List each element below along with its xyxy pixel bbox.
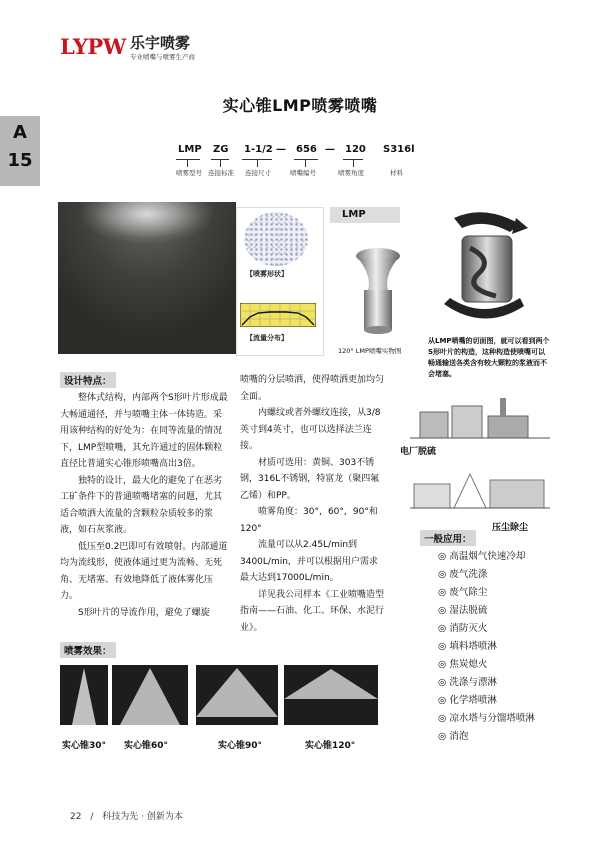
feature-paragraph: 整体式结构，内部两个S形叶片形成最大畅通通径，并与喷嘴主体一体铸造。采用该种结构的好处为：在同等流量的情况下，LMP型喷嘴，其允许通过的固体颗粒直径比普通实心锥形喷嘴高出3倍。	[60, 393, 228, 469]
code-part-standard: ZG	[213, 144, 229, 155]
bullet-icon: ◎	[438, 695, 447, 706]
nozzle-photo-caption: 120° LMP喷嘴实物图	[338, 347, 402, 355]
code-part-size: 1-1/2	[244, 144, 273, 155]
code-label-size: 连接尺寸	[245, 169, 271, 177]
power-plant-label: 电厂脱硫	[400, 447, 437, 457]
feature-paragraph: 喷雾角度：30°，60°，90°和120°	[240, 507, 378, 534]
code-tick	[257, 159, 258, 167]
logo-mark: LYPW	[60, 34, 126, 59]
spray-60-caption: 实心锥60°	[124, 741, 169, 751]
spray-photo	[58, 202, 236, 354]
bullet-icon: ◎	[438, 551, 447, 562]
code-part-angle: 120	[345, 144, 366, 155]
spray-120-caption: 实心锥120°	[305, 741, 356, 751]
bullet-icon: ◎	[438, 713, 447, 724]
code-tick	[220, 159, 221, 167]
code-tick	[187, 159, 188, 167]
footer-slogan: 科技为先 · 创新为本	[102, 812, 183, 822]
spray-90-caption: 实心锥90°	[218, 741, 263, 751]
cutaway-caption: 从LMP喷嘴的切面图，就可以看到两个S形叶片的构造，这种构造使喷嘴可以畅通输送各类含有较大颗粒的浆液而不会堵塞。	[428, 337, 550, 378]
spray-120-image	[284, 665, 378, 725]
code-underline	[176, 159, 200, 160]
feature-paragraph: 喷嘴的分层喷洒，使得喷洒更加均匀全面。	[240, 375, 385, 402]
section-tab-number: 15	[7, 150, 33, 171]
application-item: ◎ 焦炭熄火	[438, 659, 488, 670]
logo-tagline: 专业喷嘴与喷雾生产商	[130, 53, 195, 61]
application-item: ◎ 洗涤与漂淋	[438, 677, 497, 688]
code-tick	[305, 159, 306, 167]
application-item: ◎ 凉水塔与分馏塔喷淋	[438, 713, 535, 724]
application-item: ◎ 废气洗涤	[438, 569, 488, 580]
application-item: ◎ 消泡	[438, 731, 469, 742]
feature-paragraph: 材质可选用：黄铜、303不锈钢，316L不锈钢，特富龙（聚四氟乙烯）和PP。	[240, 457, 380, 501]
bullet-icon: ◎	[438, 677, 447, 688]
bullet-icon: ◎	[438, 641, 447, 652]
application-item: ◎ 废气除尘	[438, 587, 488, 598]
feature-paragraph: 独特的设计，最大化的避免了在恶劣工矿条件下的普通喷嘴堵塞的问题，尤其适合喷洒大流量的含颗粒杂质较多的浆液，如石灰浆液。	[60, 475, 223, 535]
code-dash-2: —	[325, 144, 335, 155]
bullet-icon: ◎	[438, 623, 447, 634]
feature-paragraph: 流量可以从2.45L/min到3400L/min，并可以根据用户需求最大达到17000L/min。	[240, 540, 378, 583]
dust-removal-image	[410, 466, 550, 512]
application-item: ◎ 填料塔喷淋	[438, 641, 497, 652]
code-label-angle: 喷雾角度	[338, 169, 364, 177]
applications-list	[438, 548, 588, 746]
code-part-number: 656	[296, 144, 317, 155]
dust-removal-label: 压尘除尘	[492, 523, 529, 533]
bullet-icon: ◎	[438, 731, 447, 742]
distribution-graph	[240, 303, 316, 327]
page-title: 实心锥LMP喷雾喷嘴	[222, 96, 378, 115]
power-plant-image	[410, 398, 550, 446]
section-tab-letter: A	[13, 122, 27, 143]
features-column-1	[60, 390, 228, 621]
bullet-icon: ◎	[438, 587, 447, 598]
code-label-model: 喷雾型号	[176, 169, 202, 177]
footer-slash: /	[90, 812, 94, 822]
bullet-icon: ◎	[438, 605, 447, 616]
code-label-number: 喷嘴编号	[290, 169, 316, 177]
spray-effect-heading: 喷雾效果：	[60, 642, 116, 658]
bullet-icon: ◎	[438, 569, 447, 580]
page-number: 22	[70, 812, 82, 822]
spray-60-image	[112, 665, 188, 725]
bullet-icon: ◎	[438, 659, 447, 670]
application-item: ◎ 湿法脱硫	[438, 605, 488, 616]
applications-heading: 一般应用：	[420, 530, 476, 546]
spray-pattern-image	[244, 212, 308, 266]
spray-30-caption: 实心锥30°	[62, 741, 107, 751]
lmp-header: LMP	[330, 207, 400, 223]
code-underline	[294, 159, 318, 160]
features-heading: 设计特点：	[60, 372, 116, 388]
nozzle-photo	[352, 246, 404, 336]
spray-30-image	[60, 665, 108, 725]
code-dash-1: —	[276, 144, 286, 155]
footer	[70, 809, 183, 822]
code-part-material: S316l	[383, 144, 415, 155]
features-column-2	[240, 372, 386, 636]
application-item: ◎ 高温烟气快速冷却	[438, 551, 526, 562]
code-label-standard: 连接标准	[208, 169, 234, 177]
application-item: ◎ 化学塔喷淋	[438, 695, 497, 706]
code-part-model: LMP	[178, 144, 202, 155]
pattern-label: 【喷雾形状】	[246, 270, 288, 278]
feature-paragraph: 内螺纹或者外螺纹连接，从3/8英寸到4英寸，也可以选择法兰连接。	[240, 408, 381, 451]
distribution-label: 【流量分布】	[246, 334, 288, 342]
feature-paragraph: 详见我公司样本《工业喷嘴造型指南——石油、化工、环保、水泥行业》。	[240, 589, 385, 633]
cutaway-image	[424, 208, 542, 328]
application-item: ◎ 消防灭火	[438, 623, 488, 634]
code-tick	[353, 159, 354, 167]
code-label-material: 材料	[390, 169, 403, 177]
spray-90-image	[196, 665, 278, 725]
feature-paragraph: S形叶片的导流作用，避免了螺旋	[78, 607, 210, 618]
feature-paragraph: 低压至0.2巴即可有效喷射。内部通道均为流线形，使液体通过更为流畅、无死角、无堵塞、有效地降低了液体雾化压力。	[60, 541, 228, 601]
logo-name: 乐宇喷雾	[130, 34, 191, 52]
